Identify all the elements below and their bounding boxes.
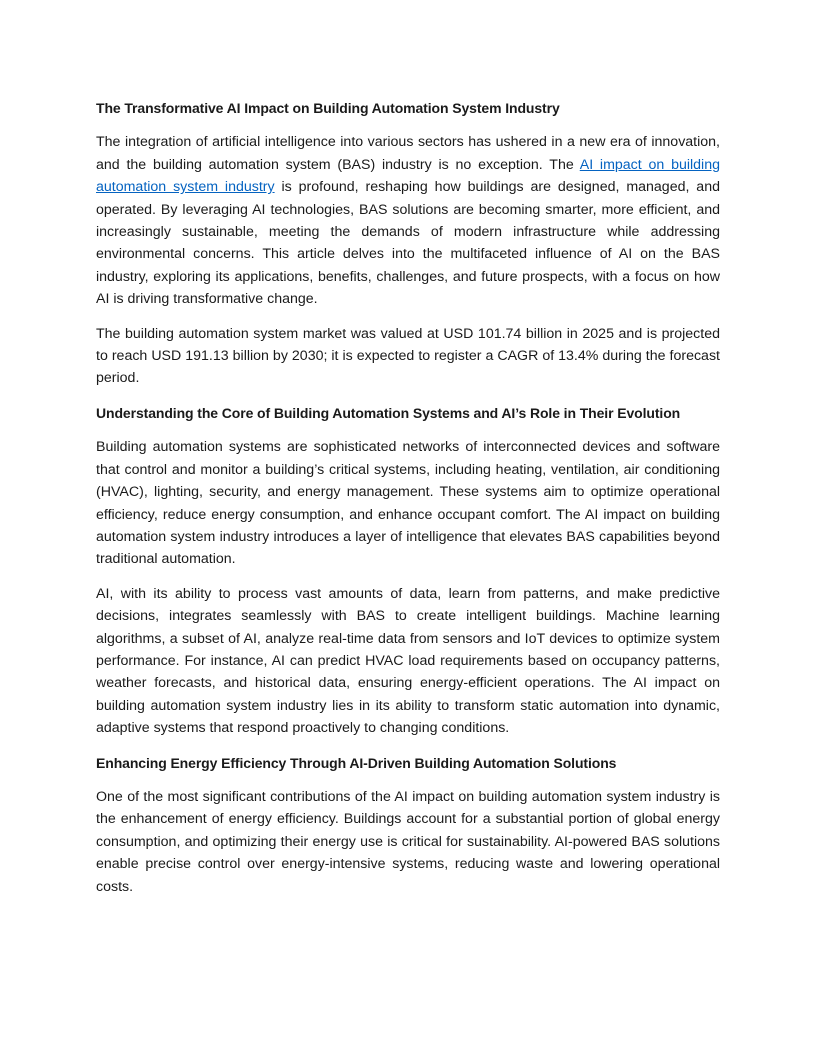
market-paragraph: The building automation system market was valued at USD 101.74 billion in 2025 and is projected to reach USD 191.13 billion by 2030; it is expected to register a CAGR of 13.4% during the forecast period. (96, 325, 720, 387)
intro-paragraph (96, 131, 720, 310)
intro-text-before-link: The integration of artificial intelligence into various sectors has ushered in a new era of innovation, and the building automation system (BAS) industry is no exception. The (96, 134, 720, 173)
section1-paragraph-1: Building automation systems are sophisticated networks of interconnected devices and software that control and monitor a building’s critical systems, including heating, ventilation, air conditioning (HVAC), lighting, security, and energy management. These systems aim to optimize operational efficiency, reduce energy consumption, and enhance occupant comfort. The AI impact on building automation system industry introduces a layer of intelligence that elevates BAS capabilities beyond traditional automation. (96, 439, 720, 568)
section1-paragraph-2: AI, with its ability to process vast amounts of data, learn from patterns, and make predictive decisions, integrates seamlessly with BAS to create intelligent buildings. Machine learning algorithms, a subset of AI, analyze real-time data from sensors and IoT devices to optimize system performance. For instance, AI can predict HVAC load requirements based on occupancy patterns, weather forecasts, and historical data, ensuring energy-efficient operations. The AI impact on building automation system industry lies in its ability to transform static automation into dynamic, adaptive systems that respond proactively to changing conditions. (96, 585, 720, 737)
document-page (96, 97, 720, 910)
intro-text-after-link: is profound, reshaping how buildings are designed, managed, and operated. By leveraging AI technologies, BAS solutions are becoming smarter, more efficient, and increasingly sustainable, meeting the demands of modern infrastructure while addressing environmental concerns. This article delves into the multifaceted influence of AI on the BAS industry, exploring its applications, benefits, challenges, and future prospects, with a focus on how AI is driving transformative change. (96, 179, 720, 308)
section-heading-core-bas: Understanding the Core of Building Automation Systems and AI’s Role in Their Evolution (96, 404, 681, 421)
section2-paragraph-1: One of the most significant contributions of the AI impact on building automation system industry is the enhancement of energy efficiency. Buildings account for a substantial portion of global energy consumption, and optimizing their energy use is critical for sustainability. AI-powered BAS solutions enable precise control over energy-intensive systems, reducing waste and lowering operational costs. (96, 788, 720, 895)
section-heading-energy-efficiency: Enhancing Energy Efficiency Through AI-Driven Building Automation Solutions (96, 754, 617, 771)
article-title: The Transformative AI Impact on Building Automation System Industry (96, 100, 560, 116)
ai-impact-link[interactable]: AI impact on building automation system industry (96, 156, 720, 196)
